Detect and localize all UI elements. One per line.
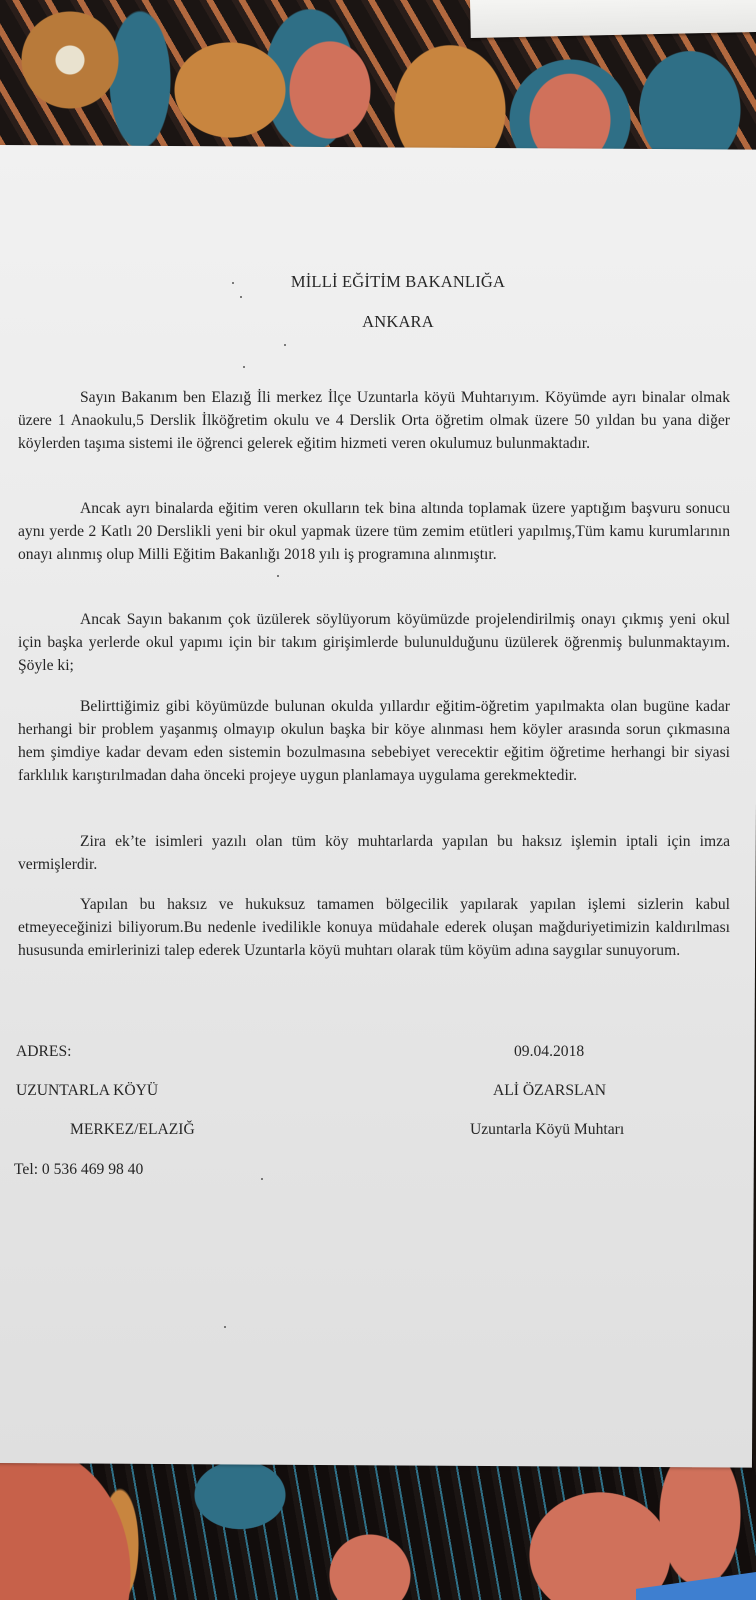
paper-speck: [277, 575, 279, 577]
paragraph-text: Ancak ayrı binalarda eğitim veren okulların tek bina altında toplamak üzere yaptığım başvuru sonucu aynı yerde 2 Katlı 20 Derslikli yeni bir okul yapmak üzere tüm zemim etütleri yapılmış,Tüm kamu kurumlarının onayı alınmış olup Milli Eğitim Bakanlığı 2018 yılı iş programına alınmıştır.: [18, 500, 730, 563]
paragraph-text: Yapılan bu haksız ve hukuksuz tamamen bölgecilik yapılarak yapılan işlemi sizlerin kabul etmeyeceğinizi biliyorum.Bu nedenle ivedilikle konuya müdahale ederek oluşan mağduriyetimizin kaldırılması hususunda emirlerinizi talep ederek Uzuntarla köyü muhtarı olarak tüm köyüm adına saygılar sunuyorum.: [18, 896, 730, 959]
letter-recipient: MİLLİ EĞİTİM BAKANLIĞA: [290, 272, 506, 291]
letter-paragraph-4: [18, 695, 730, 787]
signature-date: 09.04.2018: [514, 1043, 585, 1060]
address-village: UZUNTARLA KÖYÜ: [16, 1082, 159, 1099]
paragraph-text: Zira ek’te isimleri yazılı olan tüm köy muhtarlarda yapılan bu haksız işlemin iptali için imza vermişlerdir.: [18, 833, 730, 873]
signature-title: Uzuntarla Köyü Muhtarı: [470, 1121, 625, 1138]
paper-speck: [240, 296, 242, 298]
paragraph-text: Ancak Sayın bakanım çok üzülerek söylüyorum köyümüzde projelendirilmiş onayı çıkmış yeni okul için başka yerlerde okul yapımı için bir takım girişimlerde bulunulduğunu üzülerek öğrenmiş bulunmaktayım. Şöyle ki;: [18, 611, 730, 674]
paper-speck: [243, 366, 245, 368]
letter-paragraph-5: [18, 830, 730, 876]
address-label: ADRES:: [16, 1043, 72, 1060]
letter-paragraph-6: [18, 893, 730, 962]
letter-paragraph-2: [18, 497, 730, 566]
paragraph-text: Sayın Bakanım ben Elazığ İli merkez İlçe Uzuntarla köyü Muhtarıyım. Köyümde ayrı binalar olmak üzere 1 Anaokulu,5 Derslik İlköğretim okulu ve 4 Derslik Orta öğretim olmak üzere 50 yıldan bu yana diğer köylerden taşıma sistemi ile öğrenci gelerek eğitim hizmeti veren okulumuz bulunmaktadır.: [18, 389, 730, 452]
address-district: MERKEZ/ELAZIĞ: [70, 1121, 195, 1138]
paper-speck: [261, 1178, 263, 1180]
paper-speck: [224, 1326, 226, 1328]
letter-city: ANKARA: [362, 312, 434, 331]
letter-paragraph-3: [18, 608, 730, 677]
paper-speck: [284, 344, 286, 346]
letter-paragraph-1: [18, 386, 730, 455]
signature-name: ALİ ÖZARSLAN: [493, 1082, 607, 1099]
paper-speck: [232, 282, 234, 284]
paragraph-text: Belirttiğimiz gibi köyümüzde bulunan okulda yıllardır eğitim-öğretim yapılmakta olan bugüne kadar herhangi bir problem yaşanmış olmayıp okulun başka bir köye alınması hem köyler arasında sorun çıkmasına hem şimdiye kadar devam eden sistemin bozulmasına sebebiyet verecektir eğitim öğretime herhangi bir siyasi farklılık karıştırılmadan daha önceki projeye uygun planlamaya uygulama gerekmektedir.: [18, 698, 730, 784]
address-phone: Tel: 0 536 469 98 40: [14, 1161, 144, 1178]
